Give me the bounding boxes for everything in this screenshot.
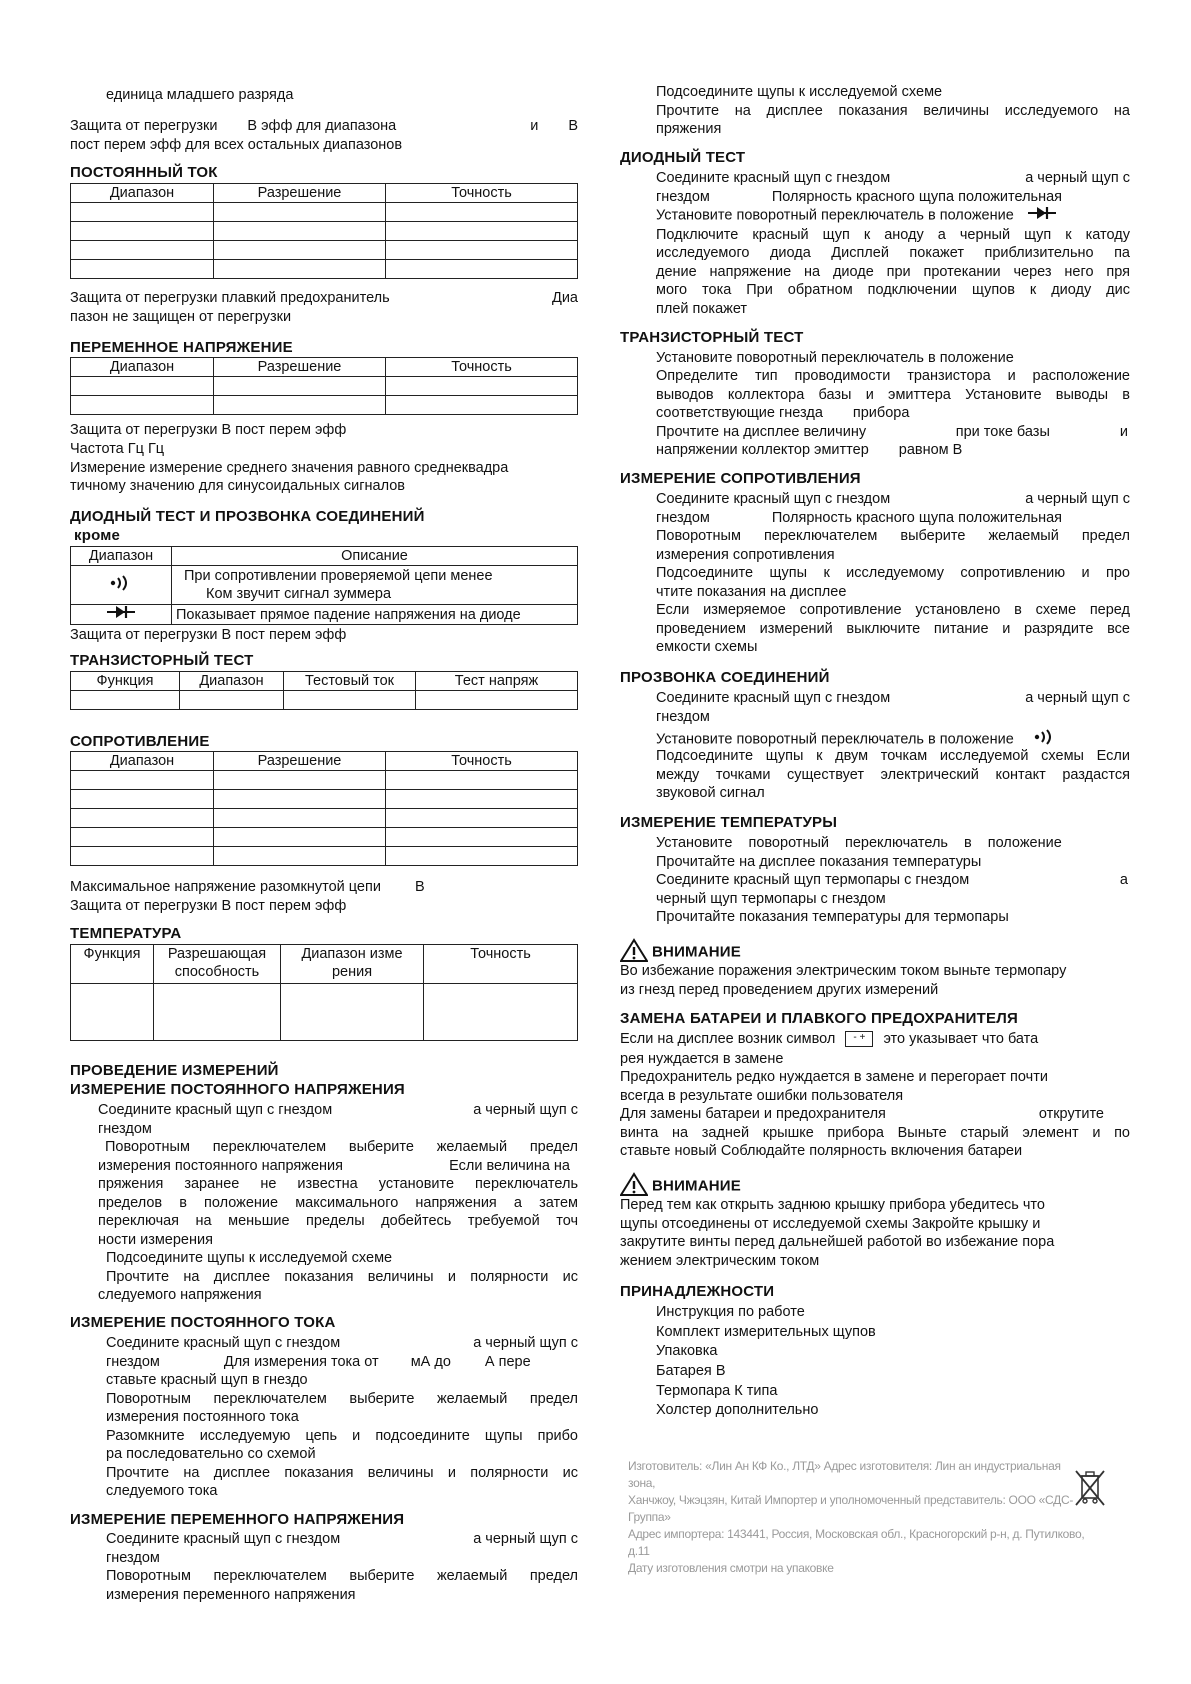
table-row (71, 260, 578, 279)
list-item: Батарея В (656, 1363, 726, 1379)
table-row (71, 222, 578, 241)
table-row (71, 203, 578, 222)
list-item: Инструкция по работе (656, 1304, 805, 1320)
continuity-title: ПРОЗВОНКА СОЕДИНЕНИЙ (620, 669, 830, 686)
table-row (71, 809, 578, 828)
resistance-table (70, 751, 578, 866)
ac-voltage-title: ПЕРЕМЕННОЕ НАПРЯЖЕНИЕ (70, 339, 293, 356)
ac-voltage-note-4: тичному значению для синусоидальных сигналов (70, 478, 405, 494)
table-header-row: Диапазон Разрешение Точность (71, 752, 578, 771)
table-row (71, 790, 578, 809)
resistance-title: СОПРОТИВЛЕНИЕ (70, 733, 210, 750)
battery-title: ЗАМЕНА БАТАРЕИ И ПЛАВКОГО ПРЕДОХРАНИТЕЛЯ (620, 1010, 1018, 1027)
table-row (71, 771, 578, 790)
transistor-table (70, 671, 578, 710)
temperature-title: ТЕМПЕРАТУРА (70, 925, 182, 942)
overload-line: Защита от перегрузки В эфф для диапазона и В (70, 118, 578, 134)
manufacturer-info: Изготовитель: «Лин Ан КФ Ко., ЛТД» Адрес изготовителя: Лин ан индустриальная зона, Ханчжоу, Чжэцзян, Китай Импортер и уполномоченный представитель: ООО «СДС-Группа» Адрес импортера: 143441, Россия, Московская обл., Красногорский р-н, д. Путилково, д.11 Дату изготовления смотри на упаковке (628, 1459, 1085, 1575)
ac-voltage-note-3: Измерение измерение среднего значения равного среднеквадра (70, 460, 509, 476)
diode-continuity-subtitle: кроме (74, 527, 121, 544)
measurements-title: ПРОВЕДЕНИЕ ИЗМЕРЕНИЙ (70, 1062, 279, 1079)
warning-2-title: ВНИМАНИЕ (620, 1172, 1130, 1202)
ac-voltage-note-2: Частота Гц Гц (70, 441, 165, 457)
diode-test-title: ДИОДНЫЙ ТЕСТ (620, 149, 746, 166)
table-header-row: Диапазон Описание (71, 547, 578, 566)
table-row (71, 847, 578, 866)
table-header-row: Диапазон Разрешение Точность (71, 184, 578, 203)
table-header-row: Диапазон Разрешение Точность (71, 358, 578, 377)
resistance-note-1: Максимальное напряжение разомкнутой цепи В (70, 879, 425, 895)
diode-icon (71, 605, 172, 625)
table-row (71, 691, 578, 710)
dc-current-note: Защита от перегрузки плавкий предохранитель Диа (70, 290, 578, 306)
list-item: Холстер дополнительно (656, 1402, 819, 1418)
overload-line-2: пост перем эфф для всех остальных диапазонов (70, 137, 403, 153)
dca-title: ИЗМЕРЕНИЕ ПОСТОЯННОГО ТОКА (70, 1314, 336, 1331)
table-row (71, 396, 578, 415)
unit-note: единица младшего разряда (106, 87, 294, 103)
dcv-title: ИЗМЕРЕНИЕ ПОСТОЯННОГО НАПРЯЖЕНИЯ (70, 1081, 405, 1098)
dc-current-table (70, 183, 578, 279)
ac-voltage-note-1: Защита от перегрузки В пост перем эфф (70, 422, 347, 438)
temperature-table (70, 944, 578, 1041)
diode-table (70, 546, 578, 625)
buzzer-icon (71, 566, 172, 605)
ac-voltage-table (70, 357, 578, 415)
table-header-row: Функция Диапазон Тестовый ток Тест напряж (71, 672, 578, 691)
transistor-test-title: ТРАНЗИСТОРНЫЙ ТЕСТ (620, 329, 804, 346)
table-header-row: Функция Разрешающая способность Диапазон изме рения Точность (71, 945, 578, 984)
table-row: Показывает прямое падение напряжения на диоде (71, 605, 578, 625)
acv-title: ИЗМЕРЕНИЕ ПЕРЕМЕННОГО НАПРЯЖЕНИЯ (70, 1511, 405, 1528)
diode-note: Защита от перегрузки В пост перем эфф (70, 627, 347, 643)
diode-continuity-title: ДИОДНЫЙ ТЕСТ И ПРОЗВОНКА СОЕДИНЕНИЙ (70, 508, 425, 525)
temp-meas-title: ИЗМЕРЕНИЕ ТЕМПЕРАТУРЫ (620, 814, 838, 831)
table-row (71, 377, 578, 396)
resistance-meas-title: ИЗМЕРЕНИЕ СОПРОТИВЛЕНИЯ (620, 470, 861, 487)
dc-current-title: ПОСТОЯННЫЙ ТОК (70, 164, 218, 181)
battery-icon: - + (845, 1031, 873, 1047)
dc-current-note-2: пазон не защищен от перегрузки (70, 309, 292, 325)
table-row (71, 984, 578, 1041)
list-item: Термопара К типа (656, 1383, 778, 1399)
warning-1-title: ВНИМАНИЕ (620, 938, 1130, 968)
resistance-note-2: Защита от перегрузки В пост перем эфф (70, 898, 347, 914)
list-item: Комплект измерительных щупов (656, 1324, 876, 1340)
transistor-title: ТРАНЗИСТОРНЫЙ ТЕСТ (70, 652, 254, 669)
weee-bin-icon (1073, 1468, 1107, 1513)
table-row: При сопротивлении проверяемой цепи менее Ком звучит сигнал зуммера (71, 566, 578, 605)
list-item: Упаковка (656, 1343, 718, 1359)
diode-icon (1028, 208, 1056, 224)
table-row (71, 828, 578, 847)
accessories-title: ПРИНАДЛЕЖНОСТИ (620, 1283, 775, 1300)
table-row (71, 241, 578, 260)
